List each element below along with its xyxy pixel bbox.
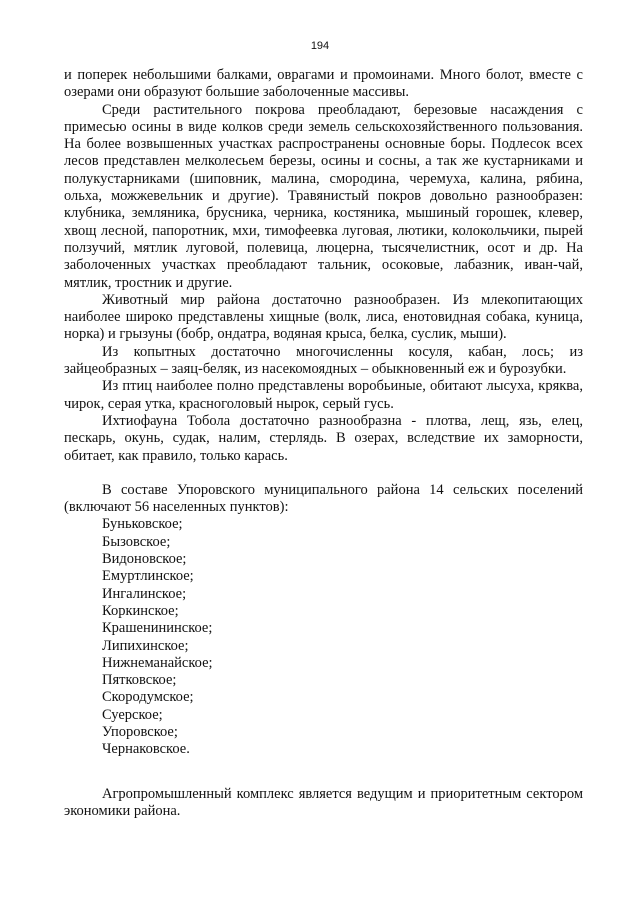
paragraph-agro-complex: Агропромышленный комплекс является ведущим и приоритетным сектором экономики района. — [64, 785, 583, 819]
list-item: Пятковское; — [102, 672, 177, 689]
list-item: Скородумское; — [102, 689, 194, 706]
list-item: Емуртлинское; — [102, 568, 194, 585]
paragraph-ichthyofauna: Ихтиофауна Тобола достаточно разнообразна - плотва, лещ, язь, елец, пескарь, окунь, судак, налим, стерлядь. В озерах, вследствие их заморности, обитает, как правило, только карась. — [64, 412, 583, 464]
page-number: 194 — [310, 40, 330, 52]
list-item: Видоновское; — [102, 551, 187, 568]
list-item: Буньковское; — [102, 516, 183, 533]
paragraph-ungulates: Из копытных достаточно многочисленны косуля, кабан, лось; из зайцеобразных – заяц-беляк, из насекомоядных – обыкновенный еж и бурозубки. — [64, 343, 583, 378]
list-item: Крашенининское; — [102, 620, 213, 637]
paragraph-continuation: и поперек небольшими балками, оврагами и промоинами. Много болот, вместе с озерами они образуют большие заболоченные массивы. — [64, 67, 583, 101]
list-item: Нижнеманайское; — [102, 654, 213, 671]
paragraph-vegetation: Среди растительного покрова преобладают, березовые насаждения с примесью осины в виде колков среди земель сельскохозяйственного пользования. На более возвышенных участках распространены основные боры. Подлесок всех лесов представлен мелколесьем березы, осины и сосны, а так же кустарниками и полукустарниками (шиповник, малина, смородина, черемуха, калина, рябина, ольха, можжевельник и другие). Травянистый покров довольно разнообразен: клубника, земляника, брусника, черника, костяника, мышиный горошек, клевер, хвощ лесной, папоротник, мхи, тимофеевка луговая, лютики, колокольчики, пырей ползучий, мятлик луговой, полевица, люцерна, тысячелистник, осот и др. На заболоченных участках преобладают тальник, осоковые, лабазник, иван-чай, мятлик, тростник и другие. — [64, 101, 583, 291]
list-item: Суерское; — [102, 706, 163, 723]
paragraph-birds: Из птиц наиболее полно представлены воробьиные, обитают лысуха, кряква, чирок, серая утка, красноголовый нырок, серый гусь. — [64, 378, 583, 412]
settlements-list — [64, 516, 583, 758]
paragraph-fauna: Животный мир района достаточно разнообразен. Из млекопитающих наиболее широко представлены хищные (волк, лиса, енотовидная собака, куница, норка) и грызуны (бобр, ондатра, водяная крыса, белка, суслик, мыши). — [64, 291, 583, 343]
list-item: Ингалинское; — [102, 585, 187, 602]
list-item: Чернаковское. — [102, 741, 190, 758]
list-item: Липихинское; — [102, 637, 189, 654]
settlements-intro: В составе Упоровского муниципального района 14 сельских поселений (включают 56 населенных пунктов): — [64, 481, 583, 516]
list-item: Упоровское; — [102, 723, 178, 740]
document-body — [64, 67, 583, 835]
list-item: Бызовское; — [102, 533, 171, 550]
list-item: Коркинское; — [102, 602, 179, 619]
